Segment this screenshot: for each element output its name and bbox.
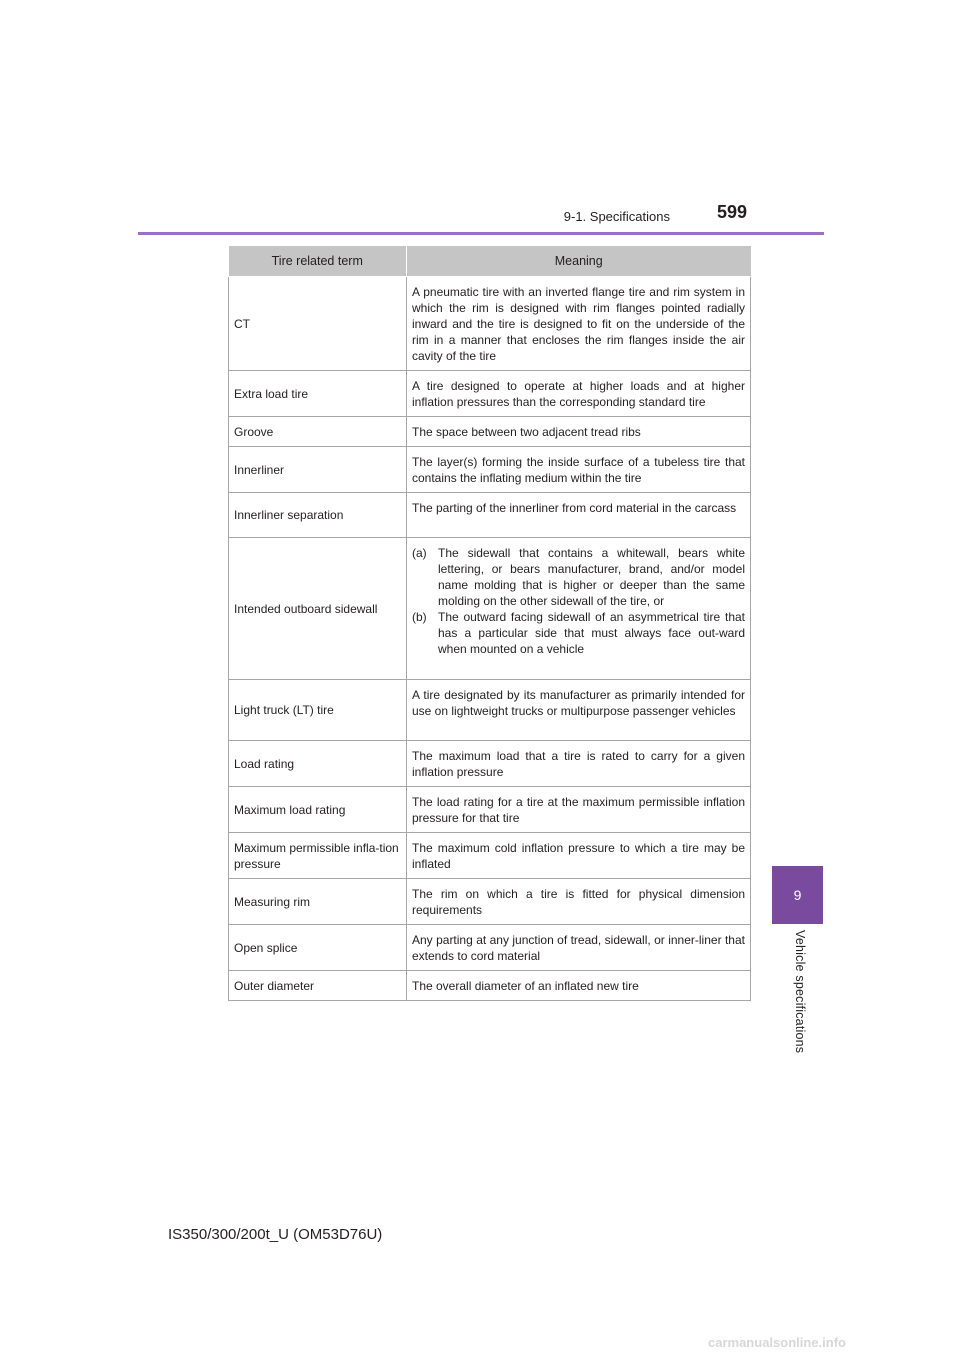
list-text: The outward facing sidewall of an asymmetrical tire that has a particular side that must always face out-ward when mounted on a vehicle	[438, 610, 745, 656]
page-number: 599	[717, 202, 748, 222]
meaning-cell: The maximum load that a tire is rated to carry for a given inflation pressure	[407, 741, 751, 787]
chapter-tab[interactable]	[772, 866, 823, 924]
table-row	[229, 277, 751, 371]
list-marker: (a)	[412, 546, 427, 560]
chapter-label: Vehicle specifications	[793, 930, 807, 1054]
term-cell: Measuring rim	[229, 879, 407, 925]
table-row	[229, 447, 751, 493]
table-row	[229, 538, 751, 680]
meaning-cell: A pneumatic tire with an inverted flange tire and rim system in which the rim is designed with rim flanges pointed radially inward and the tire is designed to fit on the underside of the rim in a manner that encloses the rim flanges inside the air cavity of the tire	[407, 277, 751, 371]
term-cell: CT	[229, 277, 407, 371]
meaning-cell: Any parting at any junction of tread, sidewall, or inner-liner that extends to cord material	[407, 925, 751, 971]
column-header-meaning: Meaning	[407, 246, 751, 277]
term-cell: Open splice	[229, 925, 407, 971]
watermark: carmanualsonline.info	[708, 1335, 846, 1350]
table-row	[229, 371, 751, 417]
table-row	[229, 971, 751, 1001]
table-row	[229, 833, 751, 879]
table-row	[229, 879, 751, 925]
term-cell: Groove	[229, 417, 407, 447]
list-text: The sidewall that contains a whitewall, bears white lettering, or bears manufacturer, brand, and/or model name molding that is higher or deeper than the same molding on the other sidewall of the tire, or	[438, 546, 745, 608]
term-cell: Intended outboard sidewall	[229, 538, 407, 680]
term-cell: Maximum permissible infla-tion pressure	[229, 833, 407, 879]
meaning-cell: The space between two adjacent tread ribs	[407, 417, 751, 447]
meaning-cell: A tire designated by its manufacturer as primarily intended for use on lightweight trucks or multipurpose passenger vehicles	[407, 680, 751, 741]
term-cell: Light truck (LT) tire	[229, 680, 407, 741]
term-cell: Maximum load rating	[229, 787, 407, 833]
table-row	[229, 787, 751, 833]
table-row	[229, 493, 751, 538]
table-row	[229, 741, 751, 787]
term-cell: Load rating	[229, 741, 407, 787]
meaning-cell: The overall diameter of an inflated new tire	[407, 971, 751, 1001]
meaning-cell: The load rating for a tire at the maximum permissible inflation pressure for that tire	[407, 787, 751, 833]
term-cell: Outer diameter	[229, 971, 407, 1001]
meaning-cell: The layer(s) forming the inside surface of a tubeless tire that contains the inflating medium within the tire	[407, 447, 751, 493]
table-header-row	[229, 246, 751, 277]
tire-terms-table	[228, 245, 751, 1001]
meaning-cell: A tire designed to operate at higher loads and at higher inflation pressures than the corresponding standard tire	[407, 371, 751, 417]
table-body	[229, 277, 751, 1001]
table-row	[229, 680, 751, 741]
model-code: IS350/300/200t_U (OM53D76U)	[168, 1226, 383, 1243]
meaning-cell: The parting of the innerliner from cord material in the carcass	[407, 493, 751, 538]
column-header-term: Tire related term	[229, 246, 407, 277]
meaning-list-item	[412, 545, 745, 609]
meaning-cell: The maximum cold inflation pressure to which a tire may be inflated	[407, 833, 751, 879]
chapter-number: 9	[793, 887, 802, 903]
table-row	[229, 417, 751, 447]
term-cell: Innerliner separation	[229, 493, 407, 538]
meaning-cell	[407, 538, 751, 680]
term-cell: Extra load tire	[229, 371, 407, 417]
list-marker: (b)	[412, 610, 427, 624]
header-rule	[138, 232, 824, 235]
table-row	[229, 925, 751, 971]
meaning-list-item	[412, 609, 745, 657]
section-title: 9-1. Specifications	[563, 209, 670, 224]
meaning-cell: The rim on which a tire is fitted for physical dimension requirements	[407, 879, 751, 925]
term-cell: Innerliner	[229, 447, 407, 493]
